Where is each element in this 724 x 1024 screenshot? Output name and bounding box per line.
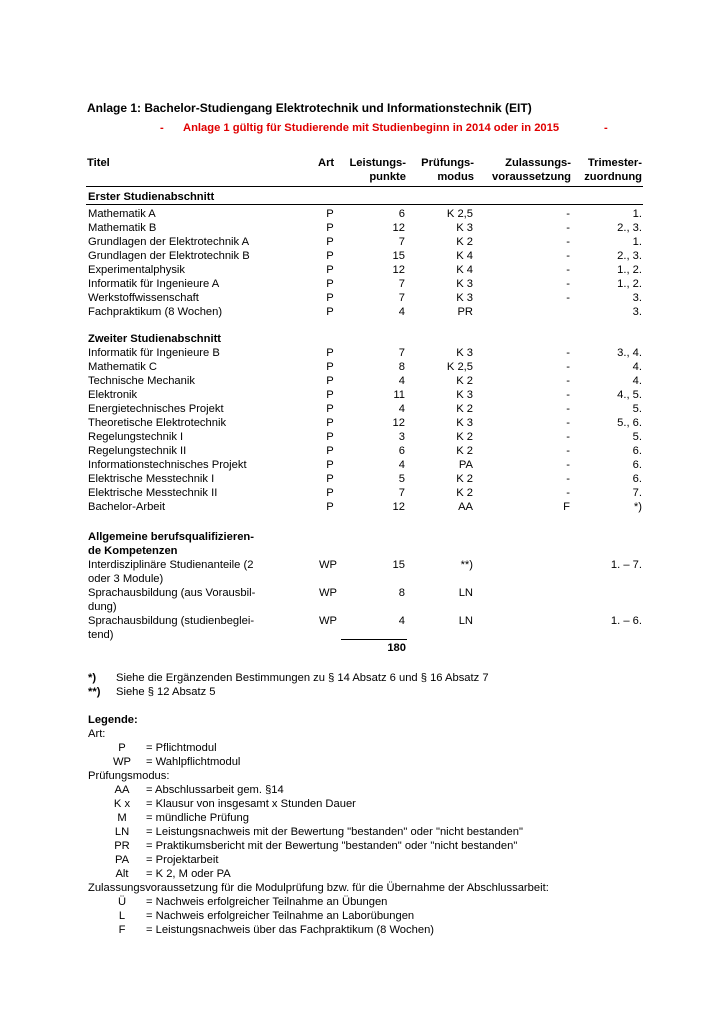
- header-pruefungsmodus-1: Prüfungs-: [421, 157, 474, 169]
- header-leistungspunkte-1: Leistungs-: [349, 157, 406, 169]
- footnote-text-1: Siehe die Ergänzenden Bestimmungen zu § 14 Absatz 6 und § 16 Absatz 7: [116, 672, 489, 684]
- module-art: P: [326, 222, 334, 234]
- module-title: Experimentalphysik: [88, 264, 186, 276]
- legend-code: M: [117, 812, 127, 824]
- module-title: Grundlagen der Elektrotechnik B: [88, 250, 250, 262]
- module-exam-mode: PR: [457, 306, 473, 318]
- module-exam-mode: K 2: [456, 375, 473, 387]
- legend-description: = mündliche Prüfung: [146, 812, 249, 824]
- module-trimester: 5.: [632, 403, 642, 415]
- legend-code: Ü: [117, 896, 127, 908]
- module-points: 11: [393, 389, 405, 401]
- module-title: Fachpraktikum (8 Wochen): [88, 306, 223, 318]
- module-art: P: [326, 473, 334, 485]
- module-title: Informationstechnisches Projekt: [88, 459, 247, 471]
- footnote-mark-1: *): [88, 672, 97, 684]
- module-art: P: [326, 361, 334, 373]
- module-title-line1: Sprachausbildung (aus Vorausbil-: [88, 587, 256, 599]
- module-art: P: [326, 501, 334, 513]
- section-title-1: Erster Studienabschnitt: [88, 191, 215, 203]
- module-exam-mode: **): [460, 559, 473, 571]
- module-title: Grundlagen der Elektrotechnik A: [88, 236, 250, 248]
- validity-note: Anlage 1 gültig für Studierende mit Studienbeginn in 2014 oder in 2015: [183, 122, 560, 134]
- module-exam-mode: K 2,5: [446, 208, 473, 220]
- module-points: 4: [398, 459, 405, 471]
- module-title: Informatik für Ingenieure A: [88, 278, 220, 290]
- legend-art-label: Art:: [88, 728, 106, 740]
- module-art: P: [326, 445, 334, 457]
- legend-code: F: [118, 924, 126, 936]
- module-prerequisite: -: [566, 445, 570, 457]
- module-art: P: [326, 292, 334, 304]
- module-prerequisite: F: [563, 501, 570, 513]
- validity-dash-left: -: [160, 122, 164, 134]
- module-prerequisite: -: [566, 459, 570, 471]
- module-exam-mode: K 2: [456, 445, 473, 457]
- module-exam-mode: K 4: [456, 250, 473, 262]
- module-prerequisite: -: [566, 487, 570, 499]
- module-points: 3: [398, 431, 405, 443]
- module-prerequisite: -: [566, 347, 570, 359]
- legend-description: = Leistungsnachweis über das Fachpraktikum (8 Wochen): [146, 924, 435, 936]
- module-art: P: [326, 278, 334, 290]
- legend-description: = Nachweis erfolgreicher Teilnahme an Laborübungen: [146, 910, 415, 922]
- module-trimester: 3.: [632, 306, 642, 318]
- legend-pm-label: Prüfungsmodus:: [88, 770, 170, 782]
- module-art: P: [326, 208, 334, 220]
- module-title-line2: tend): [88, 629, 114, 641]
- header-titel: Titel: [87, 157, 110, 169]
- module-exam-mode: LN: [458, 615, 473, 627]
- header-pruefungsmodus-2: modus: [437, 171, 474, 183]
- legend-code: PA: [114, 854, 130, 866]
- module-trimester: 6.: [632, 473, 642, 485]
- module-trimester: 4., 5.: [617, 389, 642, 401]
- module-prerequisite: -: [566, 264, 570, 276]
- module-art: P: [326, 264, 334, 276]
- module-art: P: [326, 389, 334, 401]
- module-points: 4: [398, 403, 405, 415]
- module-prerequisite: -: [566, 361, 570, 373]
- module-points: 12: [392, 417, 405, 429]
- module-art: P: [326, 306, 334, 318]
- module-art: WP: [318, 615, 338, 627]
- module-trimester: 5., 6.: [617, 417, 642, 429]
- module-points: 5: [398, 473, 405, 485]
- module-trimester: 1. – 6.: [610, 615, 642, 627]
- module-exam-mode: LN: [458, 587, 473, 599]
- legend-code: WP: [112, 756, 132, 768]
- module-title: Regelungstechnik II: [88, 445, 187, 457]
- module-points: 7: [398, 236, 405, 248]
- module-prerequisite: -: [566, 375, 570, 387]
- module-exam-mode: PA: [458, 459, 473, 471]
- module-prerequisite: -: [566, 236, 570, 248]
- module-title-line1: Sprachausbildung (studienbeglei-: [88, 615, 255, 627]
- module-trimester: 5.: [632, 431, 642, 443]
- legend-code: LN: [114, 826, 130, 838]
- legend-code: PR: [114, 840, 130, 852]
- legend-description: = K 2, M oder PA: [146, 868, 231, 880]
- module-art: P: [326, 431, 334, 443]
- document-title: Anlage 1: Bachelor-Studiengang Elektrotechnik und Informationstechnik (EIT): [87, 101, 532, 115]
- module-exam-mode: K 2: [456, 487, 473, 499]
- module-trimester: *): [633, 501, 642, 513]
- module-art: P: [326, 375, 334, 387]
- module-points: 7: [398, 347, 405, 359]
- module-points: 7: [398, 292, 405, 304]
- module-art: WP: [318, 559, 338, 571]
- module-points: 15: [392, 250, 405, 262]
- module-title: Mathematik A: [88, 208, 156, 220]
- module-exam-mode: K 4: [456, 264, 473, 276]
- module-exam-mode: K 3: [456, 292, 473, 304]
- module-trimester: 3.: [632, 292, 642, 304]
- module-points: 7: [398, 487, 405, 499]
- module-exam-mode: K 3: [456, 389, 473, 401]
- module-prerequisite: -: [566, 250, 570, 262]
- header-art: Art: [318, 157, 335, 169]
- legend-code: L: [118, 910, 126, 922]
- module-exam-mode: K 3: [456, 347, 473, 359]
- module-points: 8: [398, 587, 405, 599]
- module-points: 4: [398, 375, 405, 387]
- legend-description: = Klausur von insgesamt x Stunden Dauer: [146, 798, 356, 810]
- module-trimester: 2., 3.: [617, 222, 642, 234]
- module-points: 12: [392, 501, 405, 513]
- module-art: P: [326, 250, 334, 262]
- module-art: WP: [318, 587, 338, 599]
- module-art: P: [326, 347, 334, 359]
- module-title: Elektrische Messtechnik II: [88, 487, 218, 499]
- module-trimester: 1.: [632, 236, 642, 248]
- header-rule: [86, 186, 643, 187]
- module-exam-mode: K 3: [456, 222, 473, 234]
- legend-code: AA: [114, 784, 130, 796]
- module-art: P: [326, 459, 334, 471]
- module-prerequisite: -: [566, 431, 570, 443]
- legend-description: = Pflichtmodul: [146, 742, 217, 754]
- module-title: Elektrische Messtechnik I: [88, 473, 215, 485]
- module-prerequisite: -: [566, 417, 570, 429]
- module-prerequisite: -: [566, 222, 570, 234]
- module-exam-mode: K 3: [456, 417, 473, 429]
- module-exam-mode: K 2,5: [446, 361, 473, 373]
- module-title: Mathematik B: [88, 222, 157, 234]
- module-trimester: 3., 4.: [617, 347, 642, 359]
- module-points: 7: [398, 278, 405, 290]
- legend-description: = Abschlussarbeit gem. §14: [146, 784, 284, 796]
- header-leistungspunkte-2: punkte: [369, 171, 406, 183]
- module-trimester: 2., 3.: [617, 250, 642, 262]
- module-exam-mode: K 2: [456, 236, 473, 248]
- module-title-line2: dung): [88, 601, 117, 613]
- module-art: P: [326, 403, 334, 415]
- total-rule: [341, 639, 407, 640]
- legend-description: = Leistungsnachweis mit der Bewertung "bestanden" oder "nicht bestanden": [146, 826, 523, 838]
- legend-code: K x: [113, 798, 131, 810]
- module-points: 15: [392, 559, 405, 571]
- module-exam-mode: K 3: [456, 278, 473, 290]
- legend-description: = Wahlpflichtmodul: [146, 756, 241, 768]
- module-exam-mode: K 2: [456, 403, 473, 415]
- module-trimester: 1., 2.: [617, 278, 642, 290]
- module-trimester: 4.: [632, 361, 642, 373]
- module-title: Regelungstechnik I: [88, 431, 184, 443]
- legend-title: Legende:: [88, 714, 138, 726]
- module-points: 4: [398, 306, 405, 318]
- module-points: 8: [398, 361, 405, 373]
- module-art: P: [326, 417, 334, 429]
- section-title-2: Zweiter Studienabschnitt: [88, 333, 222, 345]
- module-exam-mode: K 2: [456, 431, 473, 443]
- validity-dash-right: -: [604, 122, 608, 134]
- legend-code: Alt: [115, 868, 129, 880]
- module-title-line2: oder 3 Module): [88, 573, 164, 585]
- section-rule-1: [86, 204, 643, 205]
- module-art: P: [326, 487, 334, 499]
- legend-description: = Praktikumsbericht mit der Bewertung "bestanden" oder "nicht bestanden": [146, 840, 518, 852]
- module-exam-mode: AA: [458, 501, 473, 513]
- legend-description: = Nachweis erfolgreicher Teilnahme an Übungen: [146, 896, 388, 908]
- module-trimester: 4.: [632, 375, 642, 387]
- footnote-text-2: Siehe § 12 Absatz 5: [116, 686, 216, 698]
- header-trimester-2: zuordnung: [584, 171, 642, 183]
- header-zulassung-2: voraussetzung: [492, 171, 571, 183]
- legend-description: = Projektarbeit: [146, 854, 219, 866]
- module-prerequisite: -: [566, 278, 570, 290]
- module-title: Bachelor-Arbeit: [88, 501, 166, 513]
- module-title-line1: Interdisziplinäre Studienanteile (2: [88, 559, 254, 571]
- module-trimester: 6.: [632, 459, 642, 471]
- module-trimester: 1. – 7.: [610, 559, 642, 571]
- module-trimester: 1.: [632, 208, 642, 220]
- module-prerequisite: -: [566, 208, 570, 220]
- module-title: Technische Mechanik: [88, 375, 195, 387]
- module-prerequisite: -: [566, 473, 570, 485]
- module-exam-mode: K 2: [456, 473, 473, 485]
- module-title: Werkstoffwissenschaft: [88, 292, 199, 304]
- module-points: 4: [398, 615, 405, 627]
- module-title: Theoretische Elektrotechnik: [88, 417, 227, 429]
- module-title: Elektronik: [88, 389, 138, 401]
- module-trimester: 6.: [632, 445, 642, 457]
- header-trimester-1: Trimester-: [587, 157, 642, 169]
- module-points: 12: [392, 222, 405, 234]
- module-title: Energietechnisches Projekt: [88, 403, 224, 415]
- module-art: P: [326, 236, 334, 248]
- module-trimester: 7.: [632, 487, 642, 499]
- module-title: Mathematik C: [88, 361, 158, 373]
- module-points: 12: [392, 264, 405, 276]
- footnote-mark-2: **): [88, 686, 101, 698]
- module-prerequisite: -: [566, 292, 570, 304]
- legend-zv-label: Zulassungsvoraussetzung für die Modulprüfung bzw. für die Übernahme der Abschlussarbeit:: [88, 882, 549, 894]
- header-zulassung-1: Zulassungs-: [505, 157, 571, 169]
- module-prerequisite: -: [566, 389, 570, 401]
- module-points: 6: [398, 445, 405, 457]
- module-points: 6: [398, 208, 405, 220]
- legend-code: P: [118, 742, 126, 754]
- module-title: Informatik für Ingenieure B: [88, 347, 220, 359]
- total-points: 180: [387, 642, 406, 654]
- section-title-3b: de Kompetenzen: [88, 545, 178, 557]
- module-trimester: 1., 2.: [617, 264, 642, 276]
- module-prerequisite: -: [566, 403, 570, 415]
- section-title-3a: Allgemeine berufsqualifizieren-: [88, 531, 254, 543]
